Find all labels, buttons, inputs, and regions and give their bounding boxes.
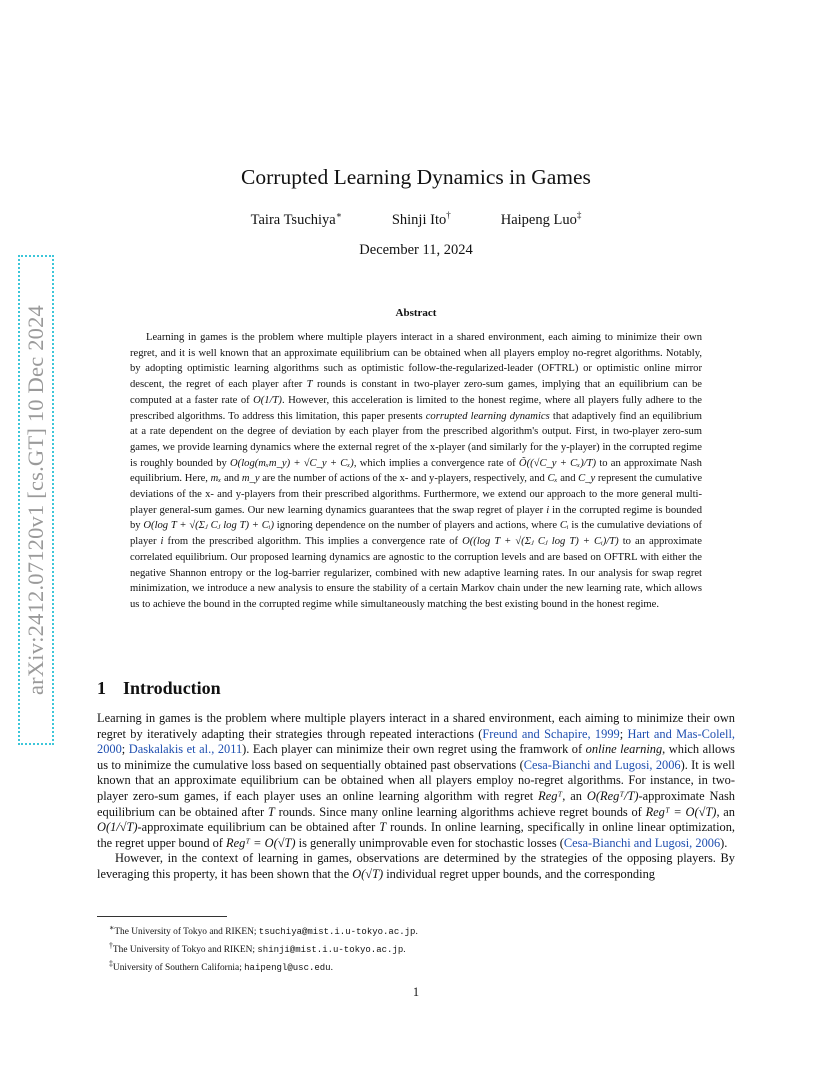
author: Shinji Ito† [391, 210, 451, 228]
emphasis: corrupted learning dynamics [425, 410, 550, 422]
emphasis: online learning [585, 742, 663, 757]
inline-math: C_y [578, 473, 596, 485]
inline-math: Regᵀ [538, 788, 563, 803]
inline-math: Cᵢ [559, 520, 569, 532]
arxiv-stamp [18, 255, 54, 745]
inline-math: T [267, 804, 275, 819]
paper-date: December 11, 2024 [359, 242, 473, 258]
footnote-rule [97, 916, 227, 917]
email-link[interactable]: tsuchiya@mist.i.u-tokyo.ac.jp [258, 927, 416, 938]
section-heading [97, 678, 221, 699]
email-link[interactable]: haipengl@usc.edu [244, 963, 331, 974]
paper-title: Corrupted Learning Dynamics in Games [241, 165, 591, 189]
citation-link[interactable]: Cesa-Bianchi and Lugosi, 2006 [523, 757, 681, 772]
paragraph: However, in the context of learning in games, observations are determined by the strategies of the opposing players. By leveraging this property, it has been shown that the O(√T) individual regret upper bounds, and the corresponding [97, 851, 735, 881]
inline-math: i [160, 536, 164, 548]
email-link[interactable]: shinji@mist.i.u-tokyo.ac.jp [257, 945, 404, 956]
citation-link[interactable]: Hart and Mas-Colell, 2000 [97, 726, 736, 757]
footnote: †The University of Tokyo and RIKEN; shinji@mist.i.u-tokyo.ac.jp. [109, 941, 406, 956]
inline-math: T [379, 820, 387, 835]
page-number: 1 [412, 985, 420, 999]
inline-math: O(√T) [352, 866, 384, 881]
inline-math: i [546, 504, 550, 516]
author: Taira Tsuchiya∗ [250, 210, 342, 228]
inline-math: Cₓ [547, 473, 558, 485]
inline-math: Regᵀ = O(√T) [226, 835, 296, 850]
author-list [97, 210, 735, 229]
inline-math: O(Regᵀ/T) [586, 788, 639, 803]
abstract-heading: Abstract [395, 307, 437, 319]
abstract-body: Learning in games is the problem where multiple players interact in a shared environment, each aiming to minimize their own regret, and it is well known that an approximate equilibrium can be obtained when all players employ no-regret algorithms. Notably, by adopting optimistic learning algorithms such as optimistic follow-the-regularized-leader (OFTRL) or optimistic online mirror descent, the regret of each player after T rounds is constant in two-player zero-sum games, implying that an equilibrium can be computed at a faster rate of O(1/T). However, this acceleration is limited to the honest regime, where all players fully adhere to the prescribed algorithms. To address this limitation, this paper presents corrupted learning dynamics that adaptively find an equilibrium at a rate dependent on the degree of deviation by each player from the prescribed algorithm's output. First, in two-player zero-sum games, we provide learning dynamics where the external regret of the x-player (and similarly for the y-player) in the corrupted regime is roughly bounded by O(log(mₓm_y) + √C_y + Cₓ), which implies a convergence rate of Õ((√C_y + Cₓ)/T) to an approximate Nash equilibrium. Here, mₓ and m_y are the number of actions of the x- and y-players, respectively, and Cₓ and C_y represent the cumulative deviations of the x- and y-players from their prescribed algorithms. Furthermore, we extend our approach to the more general multi-player general-sum games. Our new learning dynamics guarantees that the swap regret of player i in the corrupted regime is bounded by O(log T + √(Σⱼ Cⱼ log T) + Cᵢ) ignoring dependence on the number of players and actions, where Cᵢ is the cumulative deviations of player i from the prescribed algorithm. This implies a convergence rate of O((log T + √(Σⱼ Cⱼ log T) + Cᵢ)/T) to an approximate correlated equilibrium. Our proposed learning dynamics are agnostic to the corruption levels and are based on OFTRL with either the negative Shannon entropy or the log-barrier regularizer, combined with new adaptive learning rates. In our analysis for swap regret minimization, we introduce a new analysis to ensure the stability of a certain Markov chain under the new learning rate, which allows us to achieve the bound in the corrupted regime while simultaneously matching the best existing bound in the honest regime. [130, 332, 703, 610]
section-title: Introduction [123, 678, 221, 698]
inline-math: mₓ [210, 473, 222, 485]
citation-link[interactable]: Daskalakis et al., 2011 [128, 742, 243, 757]
footnote: ‡University of Southern California; haipengl@usc.edu. [109, 959, 333, 974]
footnotes [109, 921, 418, 975]
inline-math: Õ((√C_y + Cₓ)/T) [518, 457, 597, 469]
arxiv-stamp-text: arXiv:2412.07120v1 [cs.GT] 10 Dec 2024 [23, 304, 48, 696]
introduction-body [97, 711, 735, 883]
footnote: ∗The University of Tokyo and RIKEN; tsuchiya@mist.i.u-tokyo.ac.jp. [109, 923, 418, 938]
inline-math: O((log T + √(Σⱼ Cⱼ log T) + Cᵢ)/T) [462, 536, 619, 548]
inline-math: O(1/T) [253, 394, 282, 406]
paragraph: Learning in games is the problem where multiple players interact in a shared environment, each aiming to minimize their own regret by iteratively adapting their strategies through repeated interactions (Freund and Schapire, 1999; Hart and Mas-Colell, 2000; Daskalakis et al., 2011). Each player can minimize their own regret using the framwork of online learning, which allows us to minimize the cumulative loss based on sequentially obtained past observations (Cesa-Bianchi and Lugosi, 2006). It is well known that an approximate equilibrium can be obtained when all players employ no-regret algorithms. For instance, in two-player zero-sum games, if each player uses an online learning algorithm with regret Regᵀ, an O(Regᵀ/T)-approximate Nash equilibrium can be obtained after T rounds. Since many online learning algorithms achieve regret bounds of Regᵀ = O(√T), an O(1/√T)-approximate equilibrium can be obtained after T rounds. In online learning, specifically in online linear optimization, the regret upper bound of Regᵀ = O(√T) is generally unimprovable even for stochastic losses (Cesa-Bianchi and Lugosi, 2006). [97, 711, 736, 850]
inline-math: Regᵀ = O(√T) [645, 804, 717, 819]
inline-math: T [306, 379, 313, 391]
citation-link[interactable]: Cesa-Bianchi and Lugosi, 2006 [563, 835, 721, 850]
inline-math: O(log T + √(Σⱼ Cⱼ log T) + Cᵢ) [143, 520, 275, 532]
inline-math: m_y [241, 473, 260, 485]
citation-link[interactable]: Freund and Schapire, 1999 [482, 726, 620, 741]
inline-math: O(log(mₓm_y) + √C_y + Cₓ) [230, 457, 354, 469]
author: Haipeng Luo‡ [500, 210, 582, 228]
inline-math: O(1/√T) [97, 820, 138, 835]
section-number: 1 [97, 678, 106, 698]
